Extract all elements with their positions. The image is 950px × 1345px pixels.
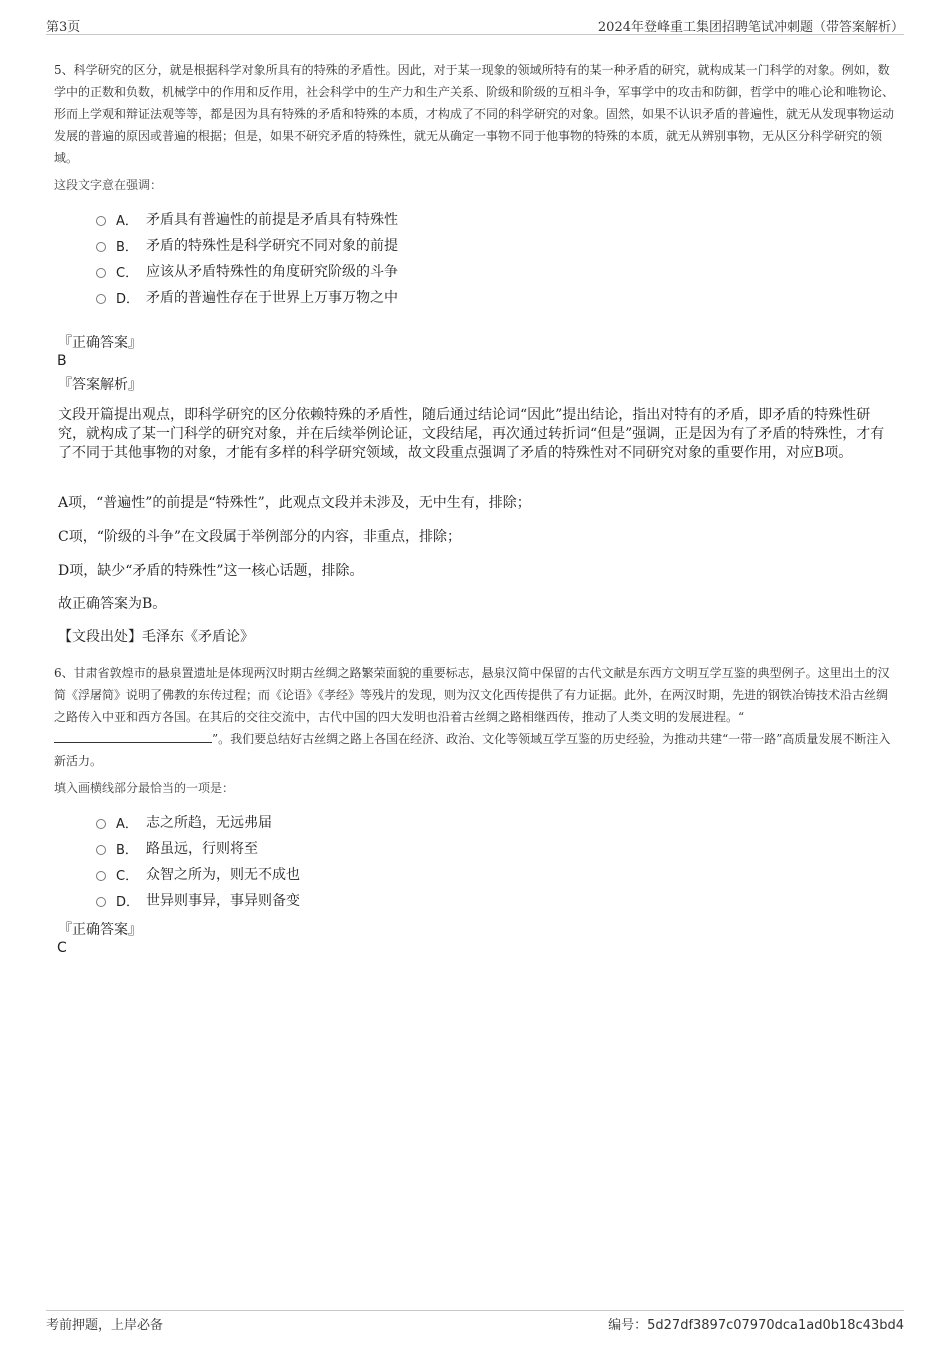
analysis-paragraph: 文段开篇提出观点，即科学研究的区分依赖特殊的矛盾性，随后通过结论词“因此”提出结论，指出对特有的矛盾，即矛盾的特殊性研究，就构成了某一门科学的研究对象，并在后续举例论证，文段结尾，再次通过转折词“但是”强调，正是因为有了矛盾的特殊性，才有了不同于其他事物的对象，才能有多样的科学研究领域，故文段重点强调了矛盾的特殊性对不同研究对象的重要作用，对应B项。 [58, 407, 885, 461]
radio-icon[interactable] [96, 819, 106, 829]
question-5-prompt: 这段文字意在强调： [54, 178, 163, 192]
analysis-label: 『答案解析』 [58, 377, 142, 393]
answer-value: B [57, 353, 67, 369]
radio-icon[interactable] [96, 216, 106, 226]
option-text: 矛盾具有普遍性的前提是矛盾具有特殊性 [146, 212, 398, 228]
analysis-paragraph: A项，“普遍性”的前提是“特殊性”，此观点文段并未涉及，无中生有，排除； [58, 495, 531, 511]
option-text: 矛盾的特殊性是科学研究不同对象的前提 [146, 238, 398, 254]
option-c[interactable]: C． 众智之所为，则无不成也 [96, 861, 300, 887]
question-6-options [96, 809, 300, 913]
radio-icon[interactable] [96, 242, 106, 252]
option-text: 路虽远，行则将至 [146, 841, 258, 857]
analysis-paragraph: D项，缺少“矛盾的特殊性”这一核心话题，排除。 [58, 563, 364, 579]
analysis-paragraph: C项，“阶级的斗争”在文段属于举例部分的内容，非重点，排除； [58, 529, 462, 545]
footer-slogan: 考前押题，上岸必备 [46, 1318, 164, 1333]
answer-value: C [57, 940, 67, 956]
radio-icon[interactable] [96, 845, 106, 855]
analysis-conclusion: 故正确答案为B。 [58, 596, 167, 612]
option-d[interactable]: D． 世异则事异，事异则备变 [96, 887, 300, 913]
option-c[interactable]: C． 应该从矛盾特殊性的角度研究阶级的斗争 [96, 258, 398, 284]
option-a[interactable]: A． 志之所趋，无远弗届 [96, 809, 300, 835]
option-b[interactable]: B． 矛盾的特殊性是科学研究不同对象的前提 [96, 232, 398, 258]
option-text: 志之所趋，无远弗届 [146, 815, 272, 831]
document-code: 编号：5d27df3897c07970dca1ad0b18c43bd4 [608, 1318, 904, 1333]
radio-icon[interactable] [96, 897, 106, 907]
document-title: 2024年登峰重工集团招聘笔试冲刺题（带答案解析） [597, 20, 904, 35]
option-a[interactable]: A． 矛盾具有普遍性的前提是矛盾具有特殊性 [96, 206, 398, 232]
page-number: 第3页 [46, 20, 81, 35]
option-text: 应该从矛盾特殊性的角度研究阶级的斗争 [146, 264, 398, 280]
option-d[interactable]: D． 矛盾的普遍性存在于世界上万事万物之中 [96, 284, 398, 310]
answer-label: 『正确答案』 [58, 335, 142, 351]
option-text: 矛盾的普遍性存在于世界上万事万物之中 [146, 290, 398, 306]
answer-label: 『正确答案』 [58, 922, 142, 938]
fill-blank [54, 731, 212, 743]
radio-icon[interactable] [96, 871, 106, 881]
option-text: 众智之所为，则无不成也 [146, 867, 300, 883]
question-5-options [96, 206, 398, 310]
page-footer [46, 1310, 904, 1333]
option-text: 世异则事异，事异则备变 [146, 893, 300, 909]
question-6-prompt: 填入画横线部分最恰当的一项是： [54, 781, 235, 795]
question-6-text: 6、甘肃省敦煌市的悬泉置遗址是体现两汉时期古丝绸之路繁荣面貌的重要标志，悬泉汉简中保留的古代文献是东西方文明互学互鉴的典型例子。这里出土的汉简《浮屠简》说明了佛教的东传过程；而《论语》《孝经》等残片的发现，则为汉文化西传提供了有力证据。此外，在两汉时期，先进的钢铁冶铸技术沿古丝绸之路传入中亚和西方各国。在其后的交往交流中，古代中国的四大发明也沿着古丝绸之路相继西传，推动了人类文明的发展进程。“”。我们要总结好古丝绸之路上各国在经济、政治、文化等领域互学互鉴的历史经验，为推动共建“一带一路”高质量发展不断注入新活力。 [54, 666, 891, 768]
page-header [46, 14, 904, 35]
option-b[interactable]: B． 路虽远，行则将至 [96, 835, 300, 861]
source-note: 【文段出处】毛泽东《矛盾论》 [58, 629, 254, 645]
radio-icon[interactable] [96, 268, 106, 278]
question-5-text: 5、科学研究的区分，就是根据科学对象所具有的特殊的矛盾性。因此，对于某一现象的领域所特有的某一种矛盾的研究，就构成某一门科学的对象。例如，数学中的正数和负数，机械学中的作用和反作用，社会科学中的生产力和生产关系、阶级和阶级的互相斗争，军事学中的攻击和防御，哲学中的唯心论和唯物论、形而上学观和辩证法观等等，都是因为具有特殊的矛盾和特殊的本质，才构成了不同的科学研究的对象。固然，如果不认识矛盾的普遍性，就无从发现事物运动发展的普遍的原因或普遍的根据；但是，如果不研究矛盾的特殊性，就无从确定一事物不同于他事物的特殊的本质，就无从辨别事物，无从区分科学研究的领域。 [54, 63, 895, 165]
radio-icon[interactable] [96, 294, 106, 304]
